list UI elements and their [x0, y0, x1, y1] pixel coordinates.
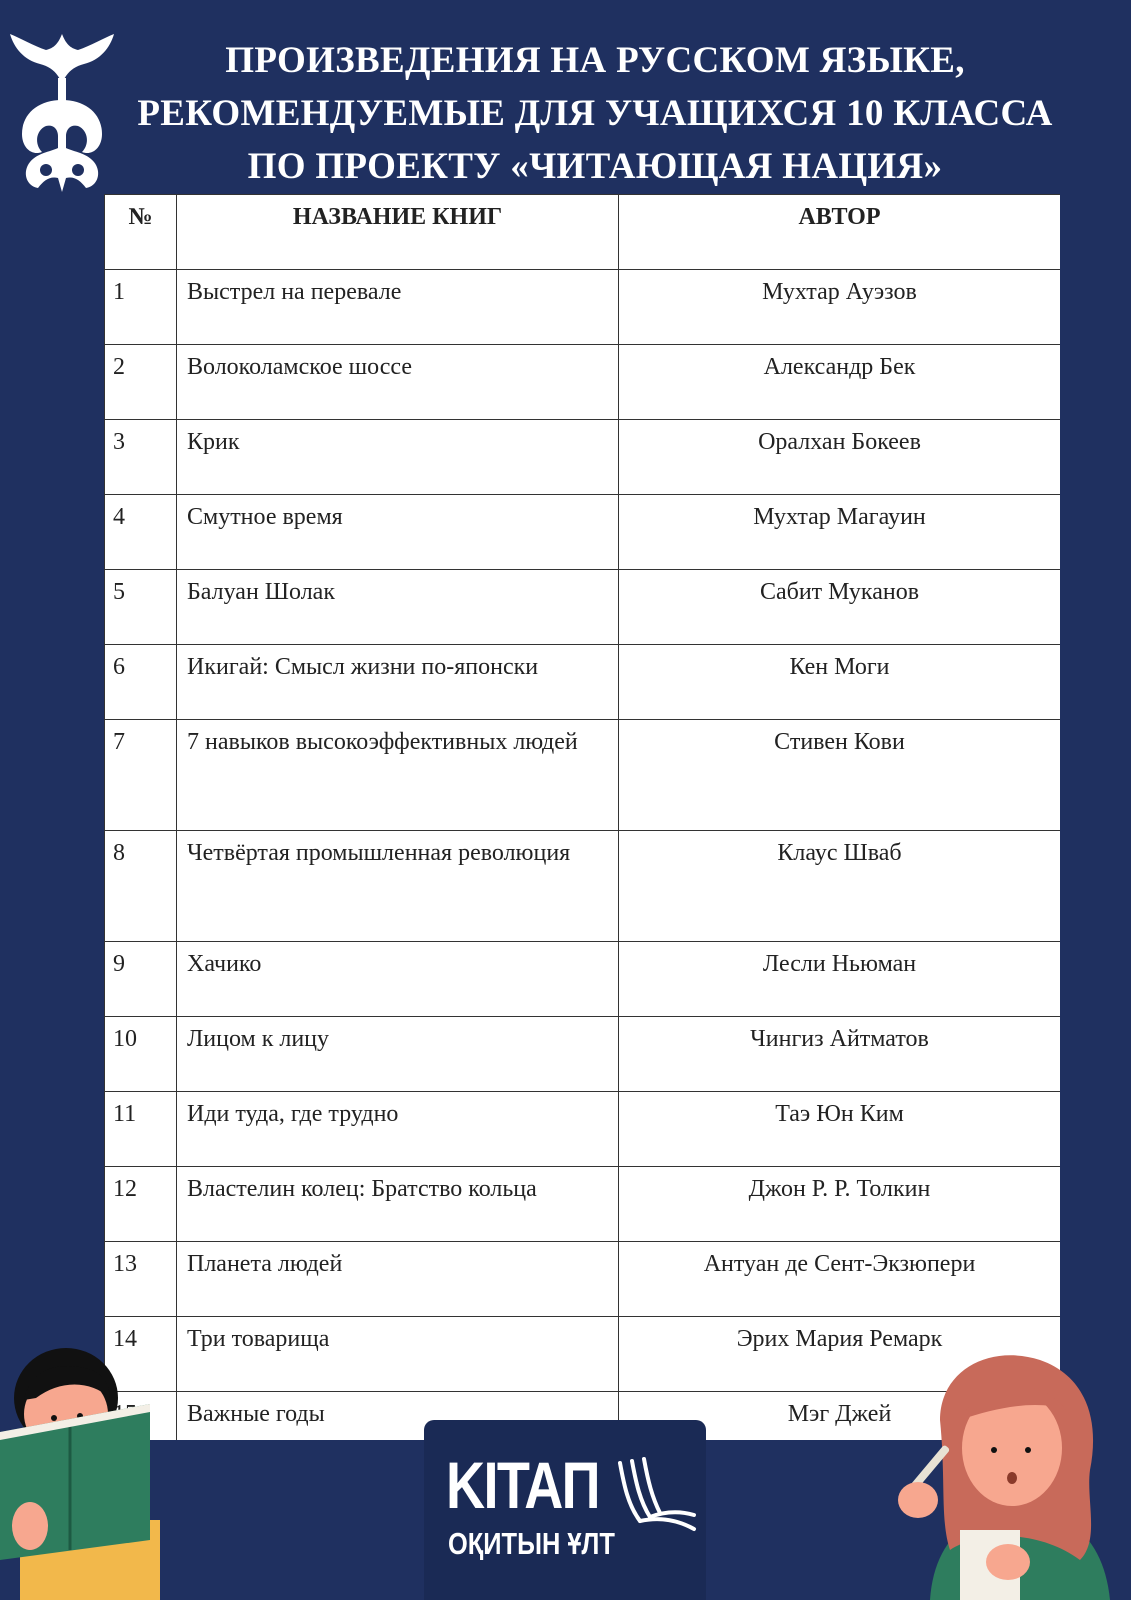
row-number: 6: [105, 645, 177, 720]
book-title: Хачико: [177, 942, 619, 1017]
book-list-sheet: [104, 194, 1060, 1440]
kazakh-ornament-icon: [6, 30, 118, 195]
table-row: [105, 345, 1061, 420]
row-number: 2: [105, 345, 177, 420]
title-line-3: ПО ПРОЕКТУ «ЧИТАЮЩАЯ НАЦИЯ»: [247, 146, 943, 187]
table-row: [105, 270, 1061, 345]
table-row: [105, 1167, 1061, 1242]
book-author: Кен Моги: [619, 645, 1061, 720]
header-book-title: НАЗВАНИЕ КНИГ: [177, 195, 619, 270]
girl-thinking-illustration: [890, 1350, 1131, 1600]
open-book-icon: [610, 1455, 700, 1535]
title-line-1: ПРОИЗВЕДЕНИЯ НА РУССКОМ ЯЗЫКЕ,: [225, 40, 965, 81]
table-row: [105, 1242, 1061, 1317]
row-number: 11: [105, 1092, 177, 1167]
book-table: [104, 194, 1060, 1440]
table-row: [105, 720, 1061, 831]
row-number: 12: [105, 1167, 177, 1242]
row-number: 1: [105, 270, 177, 345]
table-row: [105, 831, 1061, 942]
book-author: Чингиз Айтматов: [619, 1017, 1061, 1092]
book-title: Лицом к лицу: [177, 1017, 619, 1092]
header-author: АВТОР: [619, 195, 1061, 270]
row-number: 10: [105, 1017, 177, 1092]
row-number: 4: [105, 495, 177, 570]
book-title: Иди туда, где трудно: [177, 1092, 619, 1167]
book-author: Лесли Ньюман: [619, 942, 1061, 1017]
table-row: [105, 495, 1061, 570]
row-number: 13: [105, 1242, 177, 1317]
table-row: [105, 1017, 1061, 1092]
table-row: [105, 1092, 1061, 1167]
book-author: Мухтар Магауин: [619, 495, 1061, 570]
book-author: Мухтар Ауэзов: [619, 270, 1061, 345]
book-author: Сабит Муканов: [619, 570, 1061, 645]
book-author: Стивен Кови: [619, 720, 1061, 831]
book-title: Крик: [177, 420, 619, 495]
book-title: Три товарища: [177, 1317, 619, 1392]
table-row: [105, 645, 1061, 720]
title-line-2: РЕКОМЕНДУЕМЫЕ ДЛЯ УЧАЩИХСЯ 10 КЛАССА: [137, 93, 1053, 134]
logo-wordmark: KITAП: [446, 1448, 599, 1522]
book-title: Выстрел на перевале: [177, 270, 619, 345]
book-title: Балуан Шолак: [177, 570, 619, 645]
page-title: [120, 34, 1070, 193]
row-number: 7: [105, 720, 177, 831]
table-row: [105, 420, 1061, 495]
book-author: Эрих Мария Ремарк: [619, 1317, 1061, 1392]
header-number: №: [105, 195, 177, 270]
book-title: Важные годы: [177, 1392, 619, 1441]
book-title: 7 навыков высокоэффективных людей: [177, 720, 619, 831]
book-author: Клаус Шваб: [619, 831, 1061, 942]
row-number: 14: [105, 1317, 177, 1392]
book-title: Волоколамское шоссе: [177, 345, 619, 420]
row-number: 5: [105, 570, 177, 645]
book-author: Александр Бек: [619, 345, 1061, 420]
book-title: Четвёртая промышленная революция: [177, 831, 619, 942]
book-title: Властелин колец: Братство кольца: [177, 1167, 619, 1242]
book-author: Таэ Юн Ким: [619, 1092, 1061, 1167]
logo-slogan: OҚИТЫН ҰЛТ: [448, 1526, 615, 1561]
book-author: Антуан де Сент-Экзюпери: [619, 1242, 1061, 1317]
table-header-row: [105, 195, 1061, 270]
table-row: [105, 942, 1061, 1017]
book-author: Оралхан Бокеев: [619, 420, 1061, 495]
row-number: 8: [105, 831, 177, 942]
book-title: Смутное время: [177, 495, 619, 570]
book-author: Джон Р. Р. Толкин: [619, 1167, 1061, 1242]
book-title: Икигай: Смысл жизни по-японски: [177, 645, 619, 720]
book-title: Планета людей: [177, 1242, 619, 1317]
row-number: 9: [105, 942, 177, 1017]
row-number: 3: [105, 420, 177, 495]
boy-reading-illustration: [0, 1340, 170, 1600]
book-author: Мэг Джей: [619, 1392, 1061, 1441]
table-row: [105, 570, 1061, 645]
